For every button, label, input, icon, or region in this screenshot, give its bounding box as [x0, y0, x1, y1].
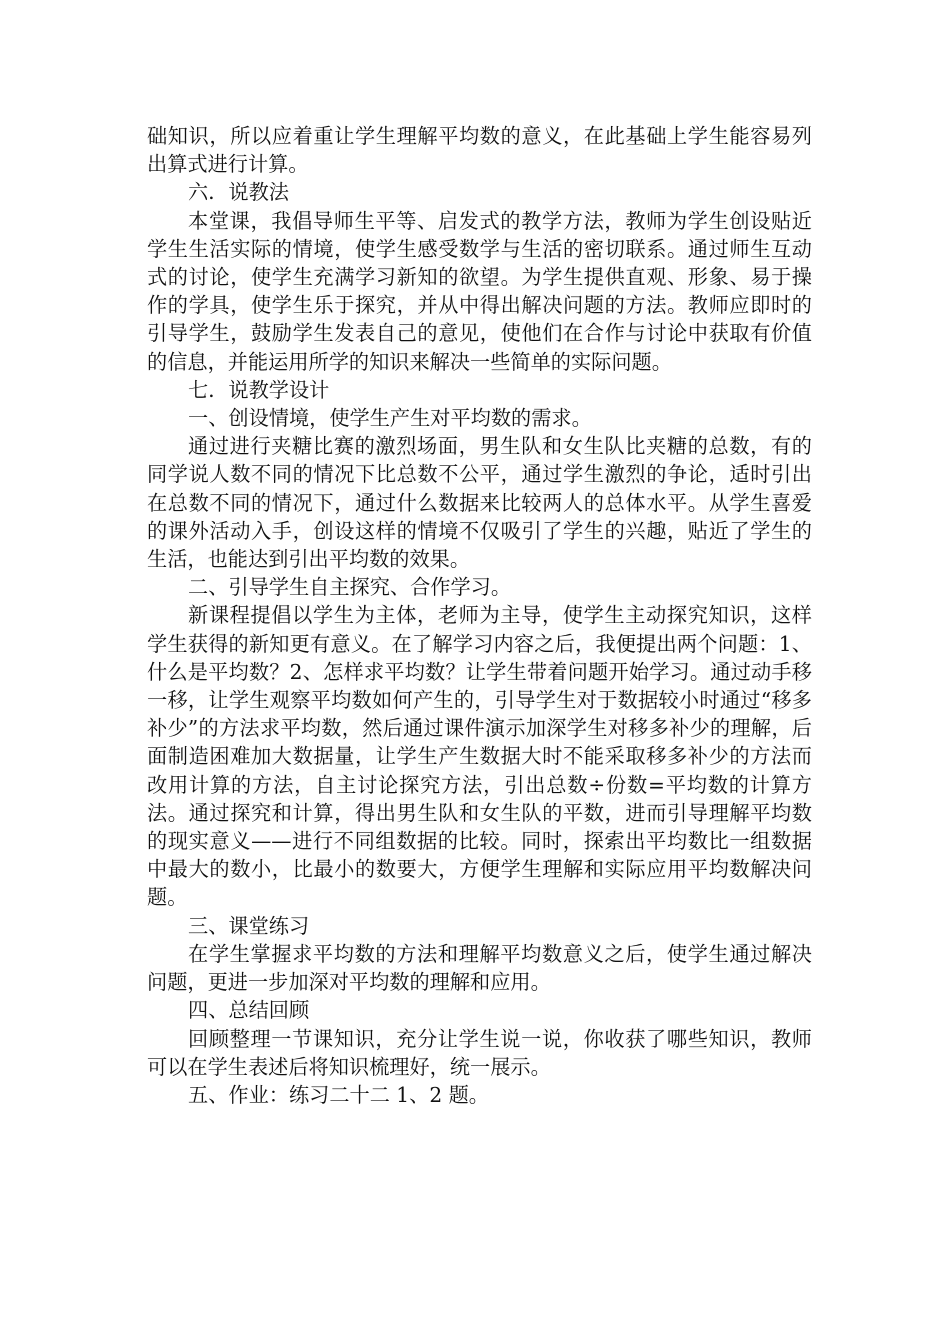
heading-teaching-method: 六．说教法: [188, 180, 289, 205]
paragraph-classroom-practice: 在学生掌握求平均数的方法和理解平均数意义之后，使学生通过解决问题，更进一步加深对平均数的理解和应用。: [147, 941, 812, 995]
subheading-create-situation: 一、创设情境，使学生产生对平均数的需求。: [188, 406, 592, 431]
paragraph-create-situation: 通过进行夹糖比赛的激烈场面，男生队和女生队比夹糖的总数，有的同学说人数不同的情况下比总数不公平，通过学生激烈的争论，适时引出在总数不同的情况下，通过什么数据来比较两人的总体水平。从学生喜爱的课外活动入手，创设这样的情境不仅吸引了学生的兴趣，贴近了学生的生活，也能达到引出平均数的效果。: [147, 434, 812, 572]
paragraph-continuation: 础知识，所以应着重让学生理解平均数的意义，在此基础上学生能容易列出算式进行计算。: [147, 124, 812, 177]
paragraph-teaching-method: 本堂课，我倡导师生平等、启发式的教学方法，教师为学生创设贴近学生生活实际的情境，使学生感受数学与生活的密切联系。通过师生互动式的讨论，使学生充满学习新知的欲望。为学生提供直观、形象、易于操作的学具，使学生乐于探究，并从中得出解决问题的方法。教师应即时的引导学生，鼓励学生发表自己的意见，使他们在合作与讨论中获取有价值的信息，并能运用所学的知识来解决一些简单的实际问题。: [147, 208, 812, 374]
document-page: [147, 122, 812, 1109]
paragraph-guide-exploration: 新课程提倡以学生为主体，老师为主导，使学生主动探究知识，这样学生获得的新知更有意义。在了解学习内容之后，我便提出两个问题：1、什么是平均数？2、怎样求平均数？让学生带着问题开始学习。通过动手移一移，让学生观察平均数如何产生的，引导学生对于数据较小时通过“移多补少”的方法求平均数，然后通过课件演示加深学生对移多补少的理解，后面制造困难加大数据量，让学生产生数据大时不能采取移多补少的方法而改用计算的方法，自主讨论探究方法，引出总数÷份数=平均数的计算方法。通过探究和计算，得出男生队和女生队的平数，进而引导理解平均数的现实意义——进行不同组数据的比较。同时，探索出平均数比一组数据中最大的数小，比最小的数要大，方便学生理解和实际应用平均数解决问题。: [147, 603, 812, 910]
paragraph-summary-review: 回顾整理一节课知识，充分让学生说一说，你收获了哪些知识，教师可以在学生表述后将知识梳理好，统一展示。: [147, 1026, 812, 1079]
heading-teaching-design: 七．说教学设计: [188, 377, 330, 402]
subheading-guide-exploration: 二、引导学生自主探究、合作学习。: [188, 575, 512, 600]
subheading-summary-review: 四、总结回顾: [188, 998, 310, 1023]
paragraph-homework: 五、作业：练习二十二 1、2 题。: [188, 1082, 489, 1107]
subheading-classroom-practice: 三、课堂练习: [188, 913, 310, 938]
